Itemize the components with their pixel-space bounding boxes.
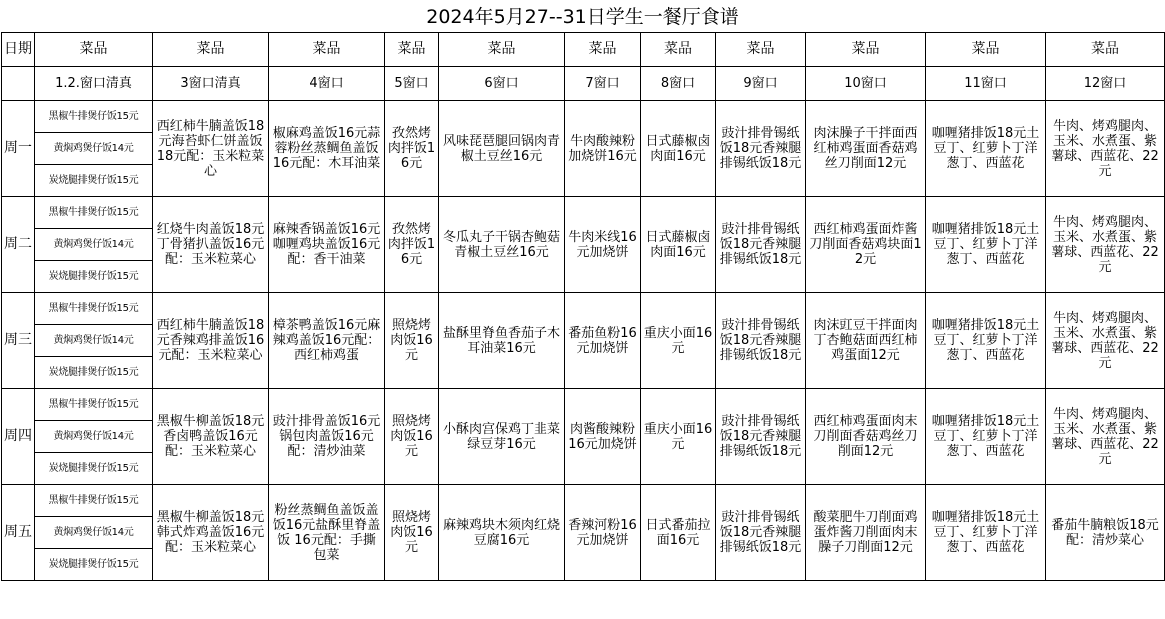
window-4-dish: 麻辣香锅盖饭16元 咖喱鸡块盖饭16元配：香干油菜 bbox=[269, 197, 385, 293]
window-3-dish: 黑椒牛柳盖饭18元香卤鸭盖饭16元配：玉米粒菜心 bbox=[153, 389, 269, 485]
window-9-dish: 豉汁排骨锡纸饭18元香辣腿排锡纸饭18元 bbox=[716, 197, 806, 293]
window-label: 12窗口 bbox=[1046, 67, 1165, 101]
claypot-dish: 炭烧腿排煲仔饭15元 bbox=[35, 261, 153, 293]
day-label: 周二 bbox=[2, 197, 35, 293]
window-spacer bbox=[2, 67, 35, 101]
header-dish: 菜品 bbox=[641, 33, 716, 67]
window-10-dish: 肉沫豇豆干拌面肉丁杏鲍菇面西红柿鸡蛋面12元 bbox=[806, 293, 926, 389]
window-5-dish: 照烧烤肉饭16元 bbox=[385, 485, 439, 581]
day-label: 周四 bbox=[2, 389, 35, 485]
header-dish: 菜品 bbox=[153, 33, 269, 67]
window-12-dish: 番茄牛腩粮饭18元配：清炒菜心 bbox=[1046, 485, 1165, 581]
window-7-dish: 香辣河粉16元加烧饼 bbox=[565, 485, 641, 581]
window-5-dish: 孜然烤肉拌饭16元 bbox=[385, 101, 439, 197]
window-11-dish: 咖喱猪排饭18元土豆丁、红萝卜丁洋葱丁、西蓝花 bbox=[926, 485, 1046, 581]
header-dish: 菜品 bbox=[35, 33, 153, 67]
claypot-dish: 炭烧腿排煲仔饭15元 bbox=[35, 549, 153, 581]
window-9-dish: 豉汁排骨锡纸饭18元香辣腿排锡纸饭18元 bbox=[716, 101, 806, 197]
day-subrow bbox=[2, 293, 1165, 325]
window-12-dish: 牛肉、烤鸡腿肉、玉米、水煮蛋、紫薯球、西蓝花、22元 bbox=[1046, 101, 1165, 197]
window-9-dish: 豉汁排骨锡纸饭18元香辣腿排锡纸饭18元 bbox=[716, 485, 806, 581]
window-8-dish: 日式藤椒卤肉面16元 bbox=[641, 197, 716, 293]
claypot-dish: 黄焖鸡煲仔饭14元 bbox=[35, 133, 153, 165]
window-7-dish: 牛肉米线16元加烧饼 bbox=[565, 197, 641, 293]
window-8-dish: 重庆小面16元 bbox=[641, 293, 716, 389]
window-label: 7窗口 bbox=[565, 67, 641, 101]
window-7-dish: 肉酱酸辣粉16元加烧饼 bbox=[565, 389, 641, 485]
day-subrow bbox=[2, 101, 1165, 133]
window-4-dish: 粉丝蒸鲷鱼盖饭盖饭16元盐酥里脊盖饭 16元配：手撕包菜 bbox=[269, 485, 385, 581]
day-label: 周五 bbox=[2, 485, 35, 581]
day-subrow bbox=[2, 197, 1165, 229]
claypot-dish: 黑椒牛排煲仔饭15元 bbox=[35, 101, 153, 133]
day-subrow bbox=[2, 485, 1165, 517]
window-10-dish: 肉沫臊子干拌面西红柿鸡蛋面香菇鸡丝刀削面12元 bbox=[806, 101, 926, 197]
window-5-dish: 照烧烤肉饭16元 bbox=[385, 293, 439, 389]
window-9-dish: 豉汁排骨锡纸饭18元香辣腿排锡纸饭18元 bbox=[716, 293, 806, 389]
menu-table bbox=[1, 32, 1165, 581]
window-label: 10窗口 bbox=[806, 67, 926, 101]
claypot-dish: 黄焖鸡煲仔饭14元 bbox=[35, 325, 153, 357]
window-12-dish: 牛肉、烤鸡腿肉、玉米、水煮蛋、紫薯球、西蓝花、22元 bbox=[1046, 197, 1165, 293]
day-subrow bbox=[2, 389, 1165, 421]
header-dish: 菜品 bbox=[565, 33, 641, 67]
header-dish: 菜品 bbox=[385, 33, 439, 67]
day-label: 周三 bbox=[2, 293, 35, 389]
window-10-dish: 酸菜肥牛刀削面鸡蛋炸酱刀削面肉末臊子刀削面12元 bbox=[806, 485, 926, 581]
header-dish: 菜品 bbox=[1046, 33, 1165, 67]
window-6-dish: 风味琵琶腿回锅肉青椒土豆丝16元 bbox=[439, 101, 565, 197]
menu-title: 2024年5月27--31日学生一餐厅食谱 bbox=[426, 6, 739, 28]
window-label: 1.2.窗口清真 bbox=[35, 67, 153, 101]
window-5-dish: 照烧烤肉饭16元 bbox=[385, 389, 439, 485]
window-11-dish: 咖喱猪排饭18元土豆丁、红萝卜丁洋葱丁、西蓝花 bbox=[926, 101, 1046, 197]
window-6-dish: 冬瓜丸子干锅杏鲍菇青椒土豆丝16元 bbox=[439, 197, 565, 293]
claypot-dish: 黑椒牛排煲仔饭15元 bbox=[35, 293, 153, 325]
window-8-dish: 日式藤椒卤肉面16元 bbox=[641, 101, 716, 197]
claypot-dish: 黄焖鸡煲仔饭14元 bbox=[35, 229, 153, 261]
window-3-dish: 西红柿牛腩盖饭18元香辣鸡排盖饭16元配：玉米粒菜心 bbox=[153, 293, 269, 389]
window-label: 5窗口 bbox=[385, 67, 439, 101]
claypot-dish: 黄焖鸡煲仔饭14元 bbox=[35, 421, 153, 453]
window-11-dish: 咖喱猪排饭18元土豆丁、红萝卜丁洋葱丁、西蓝花 bbox=[926, 293, 1046, 389]
window-12-dish: 牛肉、烤鸡腿肉、玉米、水煮蛋、紫薯球、西蓝花、22元 bbox=[1046, 293, 1165, 389]
window-row bbox=[2, 67, 1165, 101]
window-4-dish: 豉汁排骨盖饭16元 锅包肉盖饭16元配：清炒油菜 bbox=[269, 389, 385, 485]
header-dish: 菜品 bbox=[926, 33, 1046, 67]
window-6-dish: 小酥肉宫保鸡丁韭菜绿豆芽16元 bbox=[439, 389, 565, 485]
window-3-dish: 红烧牛肉盖饭18元丁骨猪扒盖饭16元配：玉米粒菜心 bbox=[153, 197, 269, 293]
header-date: 日期 bbox=[2, 33, 35, 67]
claypot-dish: 黑椒牛排煲仔饭15元 bbox=[35, 485, 153, 517]
window-3-dish: 黑椒牛柳盖饭18元韩式炸鸡盖饭16元配：玉米粒菜心 bbox=[153, 485, 269, 581]
window-8-dish: 日式番茄拉面16元 bbox=[641, 485, 716, 581]
window-10-dish: 西红柿鸡蛋面炸酱刀削面香菇鸡块面12元 bbox=[806, 197, 926, 293]
window-label: 6窗口 bbox=[439, 67, 565, 101]
window-label: 8窗口 bbox=[641, 67, 716, 101]
claypot-dish: 炭烧腿排煲仔饭15元 bbox=[35, 453, 153, 485]
header-dish: 菜品 bbox=[269, 33, 385, 67]
claypot-dish: 炭烧腿排煲仔饭15元 bbox=[35, 357, 153, 389]
claypot-dish: 炭烧腿排煲仔饭15元 bbox=[35, 165, 153, 197]
window-label: 11窗口 bbox=[926, 67, 1046, 101]
window-label: 3窗口清真 bbox=[153, 67, 269, 101]
window-label: 9窗口 bbox=[716, 67, 806, 101]
window-8-dish: 重庆小面16元 bbox=[641, 389, 716, 485]
day-label: 周一 bbox=[2, 101, 35, 197]
header-dish: 菜品 bbox=[439, 33, 565, 67]
window-label: 4窗口 bbox=[269, 67, 385, 101]
window-6-dish: 麻辣鸡块木须肉红烧豆腐16元 bbox=[439, 485, 565, 581]
claypot-dish: 黑椒牛排煲仔饭15元 bbox=[35, 197, 153, 229]
claypot-dish: 黄焖鸡煲仔饭14元 bbox=[35, 517, 153, 549]
window-5-dish: 孜然烤肉拌饭16元 bbox=[385, 197, 439, 293]
window-11-dish: 咖喱猪排饭18元土豆丁、红萝卜丁洋葱丁、西蓝花 bbox=[926, 197, 1046, 293]
window-6-dish: 盐酥里脊鱼香茄子木耳油菜16元 bbox=[439, 293, 565, 389]
window-7-dish: 番茄鱼粉16元加烧饼 bbox=[565, 293, 641, 389]
window-4-dish: 樟茶鸭盖饭16元麻辣鸡盖饭16元配：西红柿鸡蛋 bbox=[269, 293, 385, 389]
window-3-dish: 西红柿牛腩盖饭18元海苔虾仁饼盖饭18元配：玉米粒菜心 bbox=[153, 101, 269, 197]
header-dish: 菜品 bbox=[806, 33, 926, 67]
header-row bbox=[2, 33, 1165, 67]
window-12-dish: 牛肉、烤鸡腿肉、玉米、水煮蛋、紫薯球、西蓝花、22元 bbox=[1046, 389, 1165, 485]
window-9-dish: 豉汁排骨锡纸饭18元香辣腿排锡纸饭18元 bbox=[716, 389, 806, 485]
window-11-dish: 咖喱猪排饭18元土豆丁、红萝卜丁洋葱丁、西蓝花 bbox=[926, 389, 1046, 485]
window-7-dish: 牛肉酸辣粉加烧饼16元 bbox=[565, 101, 641, 197]
window-4-dish: 椒麻鸡盖饭16元蒜蓉粉丝蒸鲷鱼盖饭16元配：木耳油菜 bbox=[269, 101, 385, 197]
header-dish: 菜品 bbox=[716, 33, 806, 67]
claypot-dish: 黑椒牛排煲仔饭15元 bbox=[35, 389, 153, 421]
window-10-dish: 西红柿鸡蛋面肉末刀削面香菇鸡丝刀削面12元 bbox=[806, 389, 926, 485]
